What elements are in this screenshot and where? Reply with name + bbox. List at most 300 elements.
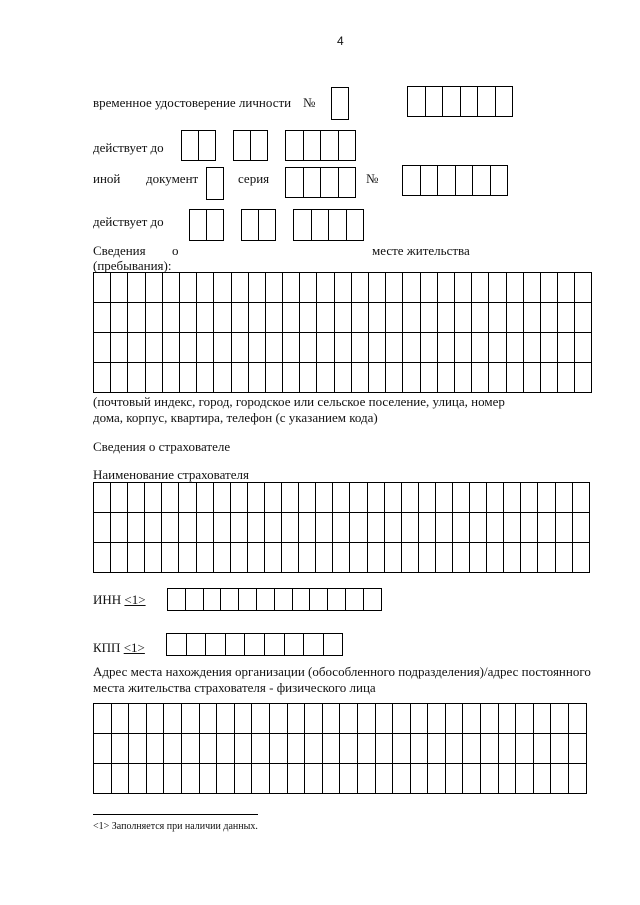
insurer-name-cell[interactable] — [385, 543, 402, 573]
address-cell[interactable] — [446, 764, 464, 794]
inn-cell[interactable] — [168, 589, 186, 611]
address-cell[interactable] — [376, 734, 394, 764]
residence-cell[interactable] — [300, 273, 317, 303]
inn-cell[interactable] — [293, 589, 311, 611]
residence-cell[interactable] — [180, 273, 197, 303]
residence-cell[interactable] — [232, 363, 249, 393]
insurer-name-cell[interactable] — [350, 513, 367, 543]
kpp-cell[interactable] — [265, 634, 285, 656]
residence-cell[interactable] — [163, 363, 180, 393]
address-cell[interactable] — [376, 704, 394, 734]
residence-cell[interactable] — [197, 363, 214, 393]
insurer-name-cell[interactable] — [128, 513, 145, 543]
insurer-name-cell[interactable] — [538, 483, 555, 513]
other-doc-number-grid[interactable] — [402, 165, 508, 196]
residence-cell[interactable] — [558, 273, 575, 303]
residence-cell[interactable] — [438, 333, 455, 363]
residence-cell[interactable] — [455, 273, 472, 303]
address-cell[interactable] — [217, 764, 235, 794]
address-cell[interactable] — [411, 704, 429, 734]
address-cell[interactable] — [323, 734, 341, 764]
insurer-name-cell[interactable] — [573, 543, 590, 573]
residence-cell[interactable] — [163, 333, 180, 363]
address-cell[interactable] — [499, 734, 517, 764]
residence-cell[interactable] — [283, 273, 300, 303]
insurer-name-cell[interactable] — [231, 543, 248, 573]
insurer-name-cell[interactable] — [248, 513, 265, 543]
address-cell[interactable] — [516, 764, 534, 794]
kpp-cell[interactable] — [167, 634, 187, 656]
residence-cell[interactable] — [386, 333, 403, 363]
residence-cell[interactable] — [438, 363, 455, 393]
address-cell[interactable] — [147, 764, 165, 794]
residence-cell[interactable] — [128, 273, 145, 303]
residence-cell[interactable] — [472, 333, 489, 363]
address-cell[interactable] — [534, 764, 552, 794]
residence-cell[interactable] — [575, 363, 592, 393]
residence-cell[interactable] — [472, 273, 489, 303]
insurer-name-cell[interactable] — [402, 483, 419, 513]
residence-cell[interactable] — [335, 273, 352, 303]
insurer-name-cell[interactable] — [333, 543, 350, 573]
insurer-name-cell[interactable] — [248, 543, 265, 573]
inn-cell[interactable] — [346, 589, 364, 611]
residence-cell[interactable] — [232, 333, 249, 363]
residence-cell[interactable] — [111, 363, 128, 393]
insurer-name-cell[interactable] — [402, 513, 419, 543]
residence-cell[interactable] — [403, 303, 420, 333]
address-cell[interactable] — [182, 764, 200, 794]
address-cell[interactable] — [164, 764, 182, 794]
address-cell[interactable] — [516, 734, 534, 764]
address-cell[interactable] — [428, 734, 446, 764]
insurer-name-cell[interactable] — [316, 483, 333, 513]
address-cell[interactable] — [112, 764, 130, 794]
insurer-name-cell[interactable] — [94, 483, 111, 513]
address-cell[interactable] — [534, 734, 552, 764]
address-cell[interactable] — [217, 734, 235, 764]
residence-cell[interactable] — [507, 333, 524, 363]
insurer-name-cell[interactable] — [162, 543, 179, 573]
residence-cell[interactable] — [283, 303, 300, 333]
address-cell[interactable] — [94, 764, 112, 794]
residence-cell[interactable] — [249, 303, 266, 333]
residence-cell[interactable] — [214, 303, 231, 333]
residence-cell[interactable] — [197, 273, 214, 303]
valid-until-month-grid-2[interactable] — [241, 209, 276, 241]
address-cell[interactable] — [428, 764, 446, 794]
residence-cell[interactable] — [524, 363, 541, 393]
kpp-cell[interactable] — [226, 634, 246, 656]
residence-cell[interactable] — [94, 303, 111, 333]
residence-cell[interactable] — [180, 303, 197, 333]
insurer-name-cell[interactable] — [231, 483, 248, 513]
insurer-name-cell[interactable] — [214, 483, 231, 513]
residence-cell[interactable] — [249, 333, 266, 363]
residence-cell[interactable] — [558, 303, 575, 333]
residence-cell[interactable] — [317, 303, 334, 333]
insurer-name-cell[interactable] — [368, 483, 385, 513]
residence-cell[interactable] — [317, 333, 334, 363]
address-cell[interactable] — [340, 734, 358, 764]
insurer-name-cell[interactable] — [419, 483, 436, 513]
address-cell[interactable] — [393, 704, 411, 734]
address-cell[interactable] — [200, 704, 218, 734]
residence-cell[interactable] — [421, 303, 438, 333]
residence-cell[interactable] — [507, 363, 524, 393]
insurer-name-cell[interactable] — [573, 483, 590, 513]
insurer-name-grid[interactable] — [93, 482, 590, 573]
residence-cell[interactable] — [111, 273, 128, 303]
address-cell[interactable] — [551, 734, 569, 764]
residence-cell[interactable] — [369, 333, 386, 363]
insurer-name-cell[interactable] — [179, 513, 196, 543]
inn-cell[interactable] — [328, 589, 346, 611]
insurer-name-cell[interactable] — [402, 543, 419, 573]
residence-cell[interactable] — [94, 273, 111, 303]
residence-cell[interactable] — [266, 303, 283, 333]
residence-cell[interactable] — [214, 273, 231, 303]
insurer-name-cell[interactable] — [350, 483, 367, 513]
residence-cell[interactable] — [489, 333, 506, 363]
insurer-name-cell[interactable] — [333, 513, 350, 543]
insurer-name-cell[interactable] — [385, 513, 402, 543]
residence-cell[interactable] — [352, 333, 369, 363]
other-doc-series-grid[interactable] — [285, 167, 356, 198]
address-cell[interactable] — [323, 704, 341, 734]
address-cell[interactable] — [305, 734, 323, 764]
insurer-name-cell[interactable] — [538, 543, 555, 573]
residence-cell[interactable] — [421, 333, 438, 363]
address-cell[interactable] — [534, 704, 552, 734]
residence-cell[interactable] — [369, 363, 386, 393]
address-cell[interactable] — [200, 734, 218, 764]
address-cell[interactable] — [551, 764, 569, 794]
residence-cell[interactable] — [403, 363, 420, 393]
address-cell[interactable] — [235, 734, 253, 764]
insurer-name-cell[interactable] — [128, 543, 145, 573]
residence-cell[interactable] — [146, 363, 163, 393]
insurer-name-cell[interactable] — [487, 483, 504, 513]
address-cell[interactable] — [481, 764, 499, 794]
insurer-name-cell[interactable] — [419, 513, 436, 543]
insurer-name-cell[interactable] — [419, 543, 436, 573]
address-cell[interactable] — [463, 764, 481, 794]
address-cell[interactable] — [235, 704, 253, 734]
residence-cell[interactable] — [524, 273, 541, 303]
insurer-name-cell[interactable] — [265, 483, 282, 513]
address-cell[interactable] — [551, 704, 569, 734]
address-cell[interactable] — [252, 734, 270, 764]
valid-until-year-grid-1[interactable] — [285, 130, 356, 161]
address-cell[interactable] — [358, 704, 376, 734]
residence-cell[interactable] — [146, 273, 163, 303]
residence-cell[interactable] — [472, 363, 489, 393]
residence-cell[interactable] — [300, 363, 317, 393]
insurer-name-cell[interactable] — [299, 543, 316, 573]
residence-cell[interactable] — [249, 363, 266, 393]
kpp-cell[interactable] — [245, 634, 265, 656]
residence-cell[interactable] — [524, 303, 541, 333]
insurer-name-cell[interactable] — [231, 513, 248, 543]
insurer-name-cell[interactable] — [556, 543, 573, 573]
insurer-name-cell[interactable] — [265, 543, 282, 573]
residence-cell[interactable] — [335, 363, 352, 393]
insurer-name-cell[interactable] — [145, 543, 162, 573]
residence-cell[interactable] — [541, 333, 558, 363]
residence-cell[interactable] — [455, 303, 472, 333]
address-cell[interactable] — [481, 704, 499, 734]
residence-cell[interactable] — [146, 333, 163, 363]
residence-cell[interactable] — [541, 273, 558, 303]
address-cell[interactable] — [270, 764, 288, 794]
insurer-name-cell[interactable] — [573, 513, 590, 543]
address-cell[interactable] — [358, 734, 376, 764]
temp-id-number-grid[interactable] — [407, 86, 513, 117]
insurer-name-cell[interactable] — [470, 483, 487, 513]
residence-cell[interactable] — [575, 333, 592, 363]
address-cell[interactable] — [446, 734, 464, 764]
address-cell[interactable] — [305, 704, 323, 734]
address-cell[interactable] — [411, 764, 429, 794]
other-doc-type-box[interactable] — [206, 167, 224, 200]
insurer-name-cell[interactable] — [316, 513, 333, 543]
insurer-name-cell[interactable] — [162, 483, 179, 513]
insurer-name-cell[interactable] — [538, 513, 555, 543]
insurer-name-cell[interactable] — [214, 543, 231, 573]
residence-cell[interactable] — [386, 303, 403, 333]
residence-cell[interactable] — [386, 273, 403, 303]
insurer-name-cell[interactable] — [556, 483, 573, 513]
residence-cell[interactable] — [266, 333, 283, 363]
residence-cell[interactable] — [180, 363, 197, 393]
kpp-cell[interactable] — [206, 634, 226, 656]
residence-cell[interactable] — [111, 333, 128, 363]
address-cell[interactable] — [340, 764, 358, 794]
address-cell[interactable] — [446, 704, 464, 734]
address-grid[interactable] — [93, 703, 587, 794]
insurer-name-cell[interactable] — [521, 543, 538, 573]
insurer-name-cell[interactable] — [453, 513, 470, 543]
residence-cell[interactable] — [266, 363, 283, 393]
kpp-ref-mark[interactable]: <1> — [123, 640, 145, 655]
residence-cell[interactable] — [283, 333, 300, 363]
insurer-name-cell[interactable] — [111, 513, 128, 543]
address-cell[interactable] — [516, 704, 534, 734]
residence-cell[interactable] — [558, 363, 575, 393]
address-cell[interactable] — [358, 764, 376, 794]
residence-cell[interactable] — [232, 303, 249, 333]
insurer-name-cell[interactable] — [316, 543, 333, 573]
insurer-name-cell[interactable] — [197, 483, 214, 513]
inn-cell[interactable] — [275, 589, 293, 611]
residence-cell[interactable] — [403, 333, 420, 363]
address-cell[interactable] — [499, 764, 517, 794]
residence-cell[interactable] — [249, 273, 266, 303]
address-cell[interactable] — [217, 704, 235, 734]
insurer-name-cell[interactable] — [504, 543, 521, 573]
residence-cell[interactable] — [128, 303, 145, 333]
residence-cell[interactable] — [317, 363, 334, 393]
address-cell[interactable] — [147, 734, 165, 764]
residence-cell[interactable] — [507, 273, 524, 303]
address-cell[interactable] — [164, 704, 182, 734]
residence-cell[interactable] — [369, 273, 386, 303]
residence-cell[interactable] — [489, 303, 506, 333]
insurer-name-cell[interactable] — [368, 513, 385, 543]
inn-cell[interactable] — [364, 589, 382, 611]
inn-cell[interactable] — [186, 589, 204, 611]
residence-cell[interactable] — [163, 303, 180, 333]
temp-id-series-box[interactable] — [331, 87, 349, 120]
residence-cell[interactable] — [472, 303, 489, 333]
residence-cell[interactable] — [335, 333, 352, 363]
inn-grid[interactable] — [167, 588, 382, 611]
address-cell[interactable] — [393, 734, 411, 764]
insurer-name-cell[interactable] — [436, 543, 453, 573]
valid-until-day-grid-2[interactable] — [189, 209, 224, 241]
insurer-name-cell[interactable] — [214, 513, 231, 543]
residence-cell[interactable] — [317, 273, 334, 303]
residence-cell[interactable] — [438, 273, 455, 303]
address-cell[interactable] — [235, 764, 253, 794]
insurer-name-cell[interactable] — [111, 483, 128, 513]
residence-cell[interactable] — [300, 303, 317, 333]
residence-cell[interactable] — [421, 363, 438, 393]
address-cell[interactable] — [252, 764, 270, 794]
insurer-name-cell[interactable] — [504, 513, 521, 543]
residence-cell[interactable] — [421, 273, 438, 303]
insurer-name-cell[interactable] — [453, 543, 470, 573]
residence-cell[interactable] — [489, 363, 506, 393]
address-cell[interactable] — [182, 704, 200, 734]
residence-cell[interactable] — [335, 303, 352, 333]
inn-ref-mark[interactable]: <1> — [124, 592, 146, 607]
address-cell[interactable] — [129, 734, 147, 764]
residence-cell[interactable] — [455, 333, 472, 363]
insurer-name-cell[interactable] — [504, 483, 521, 513]
insurer-name-cell[interactable] — [436, 513, 453, 543]
residence-cell[interactable] — [197, 333, 214, 363]
address-cell[interactable] — [129, 704, 147, 734]
residence-cell[interactable] — [94, 363, 111, 393]
inn-cell[interactable] — [221, 589, 239, 611]
residence-cell[interactable] — [352, 273, 369, 303]
address-cell[interactable] — [393, 764, 411, 794]
insurer-name-cell[interactable] — [145, 483, 162, 513]
residence-cell[interactable] — [352, 303, 369, 333]
address-cell[interactable] — [499, 704, 517, 734]
address-cell[interactable] — [569, 764, 587, 794]
insurer-name-cell[interactable] — [521, 513, 538, 543]
insurer-name-cell[interactable] — [299, 483, 316, 513]
address-cell[interactable] — [428, 704, 446, 734]
valid-until-year-grid-2[interactable] — [293, 209, 364, 241]
insurer-name-cell[interactable] — [179, 543, 196, 573]
insurer-name-cell[interactable] — [436, 483, 453, 513]
address-cell[interactable] — [463, 704, 481, 734]
residence-cell[interactable] — [197, 303, 214, 333]
insurer-name-cell[interactable] — [299, 513, 316, 543]
residence-cell[interactable] — [283, 363, 300, 393]
address-cell[interactable] — [94, 704, 112, 734]
residence-cell[interactable] — [266, 273, 283, 303]
residence-cell[interactable] — [146, 303, 163, 333]
inn-cell[interactable] — [257, 589, 275, 611]
insurer-name-cell[interactable] — [145, 513, 162, 543]
residence-cell[interactable] — [180, 333, 197, 363]
residence-cell[interactable] — [541, 363, 558, 393]
address-cell[interactable] — [182, 734, 200, 764]
insurer-name-cell[interactable] — [282, 513, 299, 543]
address-cell[interactable] — [569, 704, 587, 734]
kpp-cell[interactable] — [285, 634, 305, 656]
insurer-name-cell[interactable] — [487, 513, 504, 543]
residence-cell[interactable] — [438, 303, 455, 333]
inn-cell[interactable] — [204, 589, 222, 611]
kpp-cell[interactable] — [324, 634, 344, 656]
kpp-cell[interactable] — [304, 634, 324, 656]
insurer-name-cell[interactable] — [282, 483, 299, 513]
address-cell[interactable] — [270, 704, 288, 734]
insurer-name-cell[interactable] — [111, 543, 128, 573]
residence-cell[interactable] — [455, 363, 472, 393]
insurer-name-cell[interactable] — [453, 483, 470, 513]
residence-cell[interactable] — [507, 303, 524, 333]
insurer-name-cell[interactable] — [487, 543, 504, 573]
address-cell[interactable] — [200, 764, 218, 794]
insurer-name-cell[interactable] — [350, 543, 367, 573]
insurer-name-cell[interactable] — [197, 513, 214, 543]
address-cell[interactable] — [411, 734, 429, 764]
address-cell[interactable] — [288, 764, 306, 794]
residence-cell[interactable] — [94, 333, 111, 363]
insurer-name-cell[interactable] — [162, 513, 179, 543]
address-cell[interactable] — [112, 734, 130, 764]
residence-cell[interactable] — [300, 333, 317, 363]
insurer-name-cell[interactable] — [470, 513, 487, 543]
residence-cell[interactable] — [541, 303, 558, 333]
residence-cell[interactable] — [575, 303, 592, 333]
residence-cell[interactable] — [111, 303, 128, 333]
address-cell[interactable] — [252, 704, 270, 734]
address-cell[interactable] — [164, 734, 182, 764]
address-cell[interactable] — [305, 764, 323, 794]
residence-cell[interactable] — [163, 273, 180, 303]
address-cell[interactable] — [270, 734, 288, 764]
residence-cell[interactable] — [369, 303, 386, 333]
residence-cell[interactable] — [214, 333, 231, 363]
insurer-name-cell[interactable] — [94, 543, 111, 573]
insurer-name-cell[interactable] — [265, 513, 282, 543]
residence-cell[interactable] — [524, 333, 541, 363]
residence-grid[interactable] — [93, 272, 592, 393]
residence-cell[interactable] — [128, 363, 145, 393]
address-cell[interactable] — [288, 734, 306, 764]
insurer-name-cell[interactable] — [385, 483, 402, 513]
insurer-name-cell[interactable] — [179, 483, 196, 513]
insurer-name-cell[interactable] — [94, 513, 111, 543]
residence-cell[interactable] — [575, 273, 592, 303]
residence-cell[interactable] — [403, 273, 420, 303]
address-cell[interactable] — [288, 704, 306, 734]
residence-cell[interactable] — [128, 333, 145, 363]
residence-cell[interactable] — [214, 363, 231, 393]
address-cell[interactable] — [463, 734, 481, 764]
insurer-name-cell[interactable] — [197, 543, 214, 573]
insurer-name-cell[interactable] — [333, 483, 350, 513]
kpp-cell[interactable] — [187, 634, 207, 656]
